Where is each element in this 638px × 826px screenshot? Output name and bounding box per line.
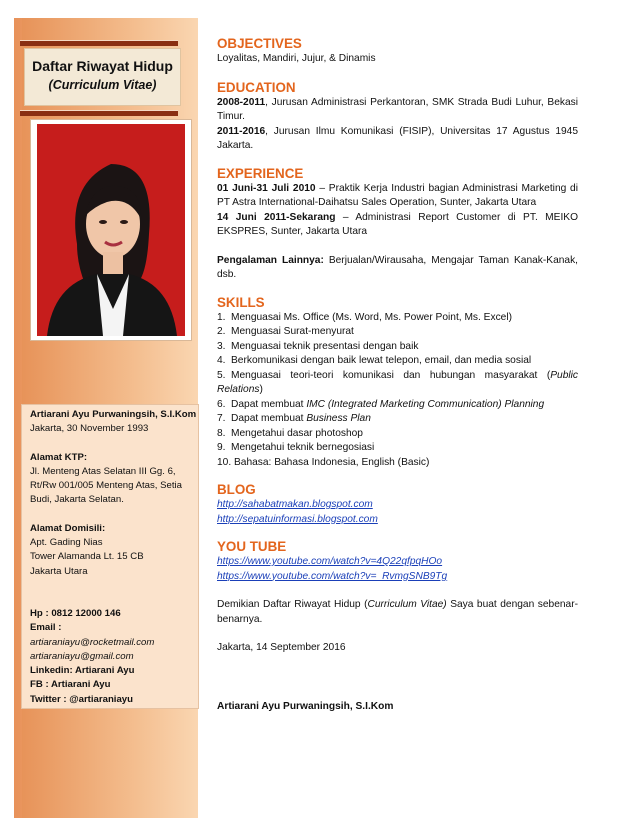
domisili-label: Alamat Domisili: — [30, 522, 106, 534]
experience-dates: 01 Juni-31 Juli 2010 — [217, 182, 316, 194]
skill-item: 8. Mengetahui dasar photoshop — [217, 427, 363, 439]
header-rule-bottom — [20, 110, 178, 116]
linkedin: Linkedin: Artiarani Ayu — [30, 665, 135, 677]
blog-heading: BLOG — [217, 482, 256, 497]
other-experience-text: Berjualan/Wirausaha, Mengajar Taman Kanak-Kanak, dsb. — [217, 254, 578, 280]
profile-photo — [37, 124, 185, 336]
email-label: Email : — [30, 622, 62, 634]
domisili-line2: Tower Alamanda Lt. 15 CB — [30, 551, 144, 563]
other-experience — [217, 254, 578, 283]
ktp-address: Jl. Menteng Atas Selatan III Gg. 6, Rt/Rw 001/005 Menteng Atas, Setia Budi, Jakarta Selatan. — [30, 465, 182, 506]
signature-name: Artiarani Ayu Purwaningsih, S.I.Kom — [217, 700, 394, 712]
education-item — [217, 125, 578, 154]
objectives-heading: OBJECTIVES — [217, 36, 302, 51]
phone: Hp : 0812 12000 146 — [30, 607, 121, 619]
experience-heading: EXPERIENCE — [217, 165, 304, 181]
full-name: Artiarani Ayu Purwaningsih, S.I.Kom — [30, 409, 197, 420]
skills-list — [217, 311, 578, 471]
closing-statement: Demikian Daftar Riwayat Hidup (Curriculum Vitae) Saya buat dengan sebenar-benarnya. — [217, 599, 578, 625]
skill-item: 4. Berkomunikasi dengan baik lewat telepon, email, dan media sosial — [217, 355, 532, 366]
place-date: Jakarta, 14 September 2016 — [217, 642, 346, 653]
education-item — [217, 96, 578, 125]
education-detail: , Jurusan Ilmu Komunikasi (FISIP), Universitas 17 Agustus 1945 Jakarta. — [217, 125, 578, 151]
blog-link[interactable]: http://sahabatmakan.blogspot.com — [217, 499, 373, 510]
education-heading: EDUCATION — [217, 79, 296, 95]
skill-item: 6. Dapat membuat IMC (Integrated Marketing Communication) Planning — [217, 398, 545, 410]
skill-item: 2. Menguasai Surat-menyurat — [217, 326, 354, 337]
domisili-line3: Jakarta Utara — [30, 565, 88, 577]
objectives-text: Loyalitas, Mandiri, Jujur, & Dinamis — [217, 53, 376, 64]
birth-info: Jakarta, 30 November 1993 — [30, 423, 149, 435]
email-2[interactable]: artiaraniayu@gmail.com — [30, 650, 134, 662]
skill-item: 9. Mengetahui teknik bernegosiasi — [217, 442, 375, 453]
skill-item: 10. Bahasa: Bahasa Indonesia, English (Basic) — [217, 456, 430, 468]
youtube-heading: YOU TUBE — [217, 539, 287, 554]
email-1[interactable]: artiaraniayu@rocketmail.com — [30, 636, 155, 648]
cv-subtitle: (Curriculum Vitae) — [48, 78, 157, 92]
other-experience-label: Pengalaman Lainnya: — [217, 254, 324, 266]
portrait-illustration — [37, 124, 185, 336]
skill-item: 3. Menguasai teknik presentasi dengan baik — [217, 340, 419, 352]
experience-dates: 14 Juni 2011-Sekarang — [217, 211, 336, 223]
youtube-link[interactable]: https://www.youtube.com/watch?v=_RvmgSNB9Tg — [217, 570, 448, 582]
experience-item — [217, 182, 578, 211]
skills-heading: SKILLS — [217, 294, 265, 310]
twitter: Twitter : @artiaraniayu — [30, 693, 134, 705]
header-rule-top — [20, 40, 178, 46]
education-years: 2011-2016 — [217, 125, 266, 137]
experience-detail: – Administrasi Report Customer di PT. MEIKO EKSPRES, Sunter, Jakarta Utara — [217, 211, 579, 237]
education-years: 2008-2011 — [217, 96, 266, 108]
profile-photo-frame — [30, 119, 192, 341]
cv-title-box — [24, 48, 181, 106]
skill-item: 1. Menguasai Ms. Office (Ms. Word, Ms. Power Point, Ms. Excel) — [217, 311, 512, 323]
domisili-line1: Apt. Gading Nias — [30, 537, 103, 549]
facebook: FB : Artiarani Ayu — [30, 679, 111, 691]
ktp-label: Alamat KTP: — [30, 451, 88, 463]
cv-title: Daftar Riwayat Hidup — [32, 58, 173, 74]
skill-item: 7. Dapat membuat Business Plan — [217, 413, 371, 424]
personal-info-box — [21, 404, 199, 709]
experience-detail: – Praktik Kerja Industri bagian Administrasi Marketing di PT Astra International-Daihatsu Sales Operation, Sunter, Jakarta Utara — [217, 182, 578, 208]
skill-item: 5. Menguasai teori-teori komunikasi dan hubungan masyarakat (Public Relations) — [217, 369, 578, 395]
experience-item — [217, 211, 578, 240]
main-content — [217, 36, 578, 714]
blog-link[interactable]: http://sepatuinformasi.blogspot.com — [217, 513, 378, 525]
youtube-link[interactable]: https://www.youtube.com/watch?v=4Q22qfpqHOo — [217, 556, 443, 567]
education-detail: , Jurusan Administrasi Perkantoran, SMK Strada Budi Luhur, Bekasi Timur. — [217, 96, 578, 122]
